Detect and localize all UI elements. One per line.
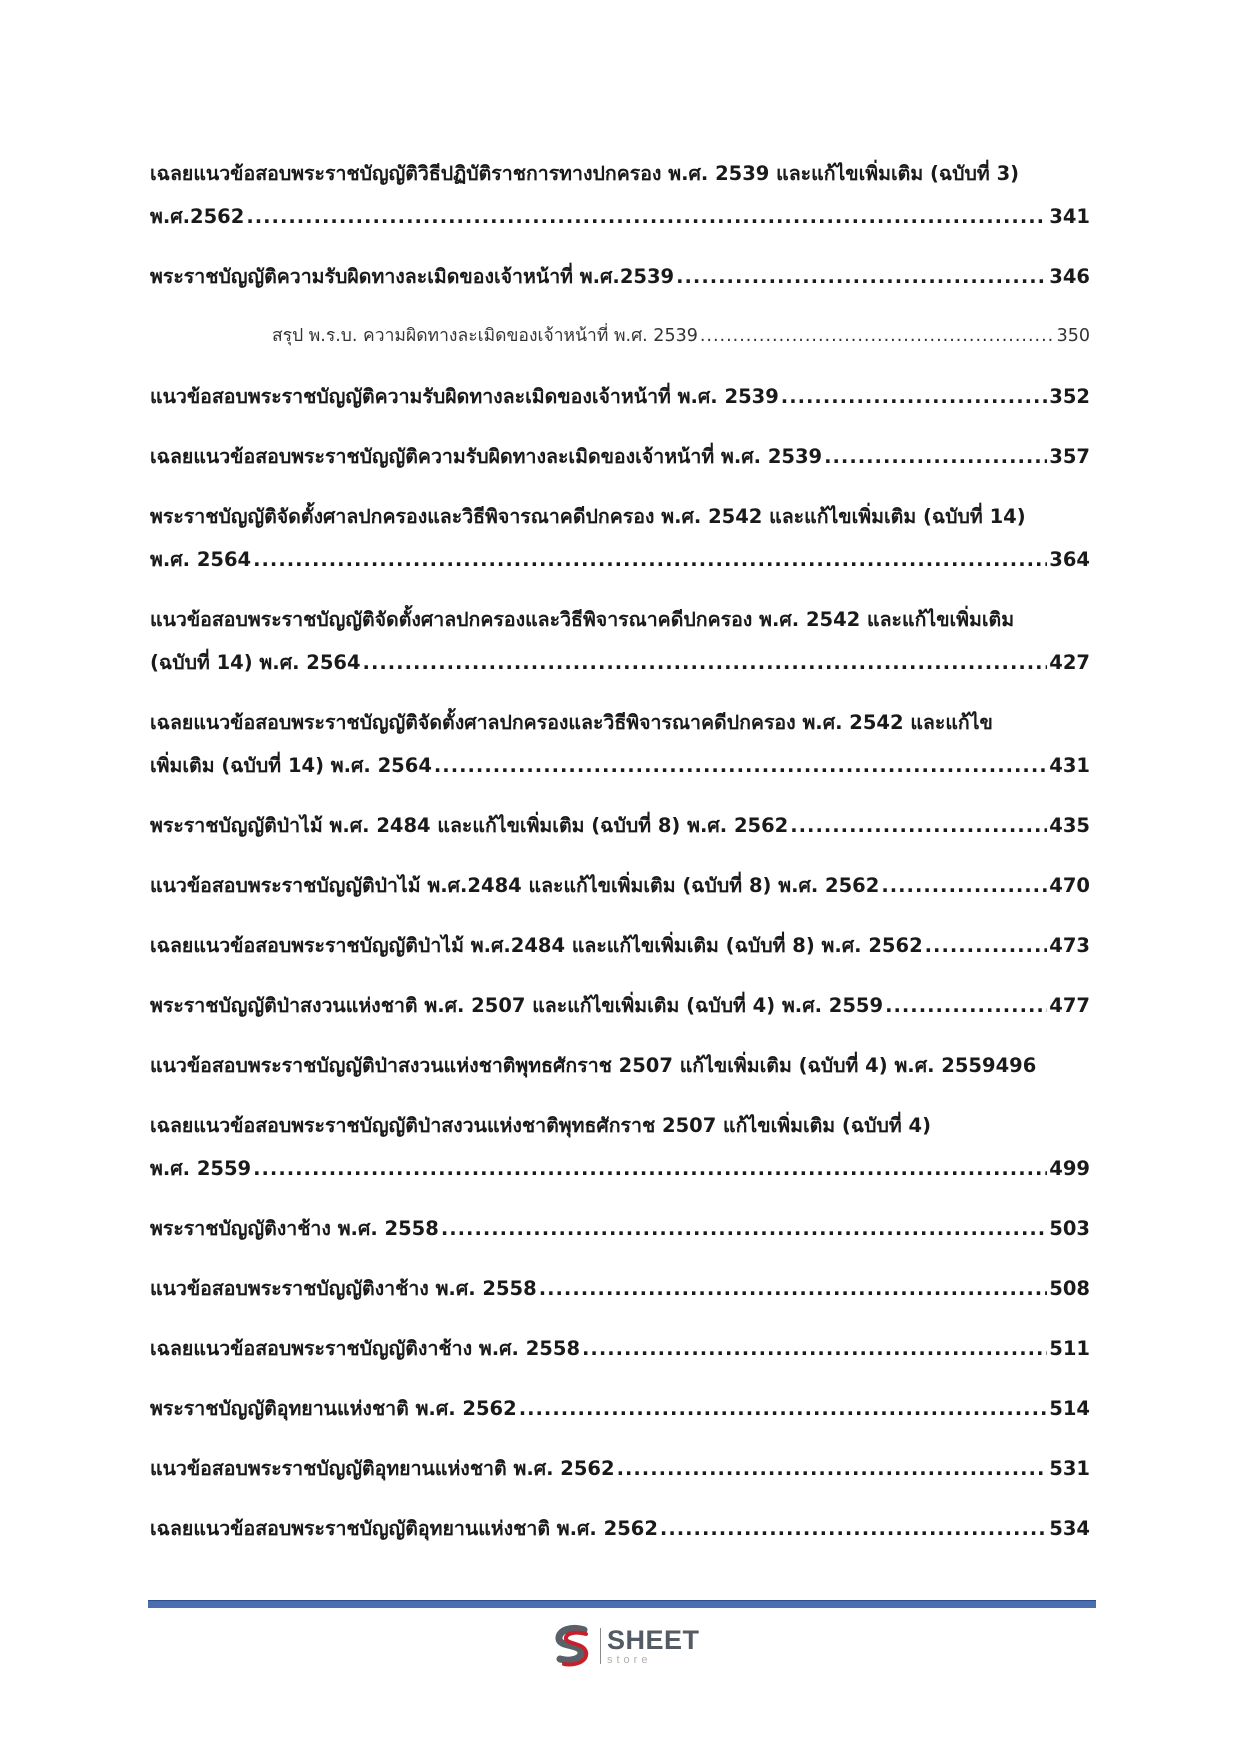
dot-leader xyxy=(781,375,1048,418)
toc-entry-title: เฉลยแนวข้อสอบพระราชบัญญัติจัดตั้งศาลปกครองและวิธีพิจารณาคดีปกครอง พ.ศ. 2542 และแก้ไข xyxy=(150,711,993,734)
toc-entry-title: พระราชบัญญัติงาช้าง พ.ศ. 2558 xyxy=(150,1217,439,1240)
table-of-contents xyxy=(150,152,1090,1567)
toc-entry[interactable] xyxy=(150,1044,1090,1087)
dot-leader xyxy=(660,1507,1047,1550)
toc-entry[interactable] xyxy=(150,701,1090,787)
toc-page-number: 503 xyxy=(1049,1217,1090,1240)
toc-entry[interactable] xyxy=(150,375,1090,418)
toc-entry[interactable] xyxy=(150,1104,1090,1190)
toc-entry-title: เฉลยแนวข้อสอบพระราชบัญญัติความรับผิดทางละเมิดของเจ้าหน้าที่ พ.ศ. 2539 xyxy=(150,445,823,468)
logo-wordmark: SHEET xyxy=(607,1624,700,1655)
dot-leader xyxy=(790,804,1047,847)
toc-entry-title: พระราชบัญญัติความรับผิดทางละเมิดของเจ้าหน้าที่ พ.ศ.2539 xyxy=(150,265,675,288)
toc-page-number: 534 xyxy=(1049,1517,1090,1540)
dot-leader xyxy=(539,1267,1048,1310)
toc-entry-title: แนวข้อสอบพระราชบัญญัติป่าสงวนแห่งชาติพุทธศักราช 2507 แก้ไขเพิ่มเติม (ฉบับที่ 4) พ.ศ. 2559496 xyxy=(150,1054,1037,1077)
toc-entry[interactable] xyxy=(150,435,1090,478)
sheet-store-logo xyxy=(550,1620,710,1672)
toc-subentry[interactable] xyxy=(150,315,1090,358)
toc-page-number: 352 xyxy=(1049,385,1090,408)
toc-page-number: 435 xyxy=(1049,814,1090,837)
toc-page-number: 431 xyxy=(1049,754,1090,777)
toc-page-number: 427 xyxy=(1049,651,1090,674)
dot-leader xyxy=(582,1327,1047,1370)
toc-entry-title-continued: พ.ศ.2562 xyxy=(150,205,245,228)
toc-page-number: 350 xyxy=(1056,326,1090,346)
dot-leader xyxy=(434,744,1047,787)
toc-page-number: 364 xyxy=(1049,548,1090,571)
toc-page-number: 346 xyxy=(1049,265,1090,288)
toc-entry-title: พระราชบัญญัติป่าสงวนแห่งชาติ พ.ศ. 2507 และแก้ไขเพิ่มเติม (ฉบับที่ 4) พ.ศ. 2559 xyxy=(150,994,884,1017)
toc-entry[interactable] xyxy=(150,1447,1090,1490)
dot-leader xyxy=(253,538,1047,581)
toc-entry-title: เฉลยแนวข้อสอบพระราชบัญญัติอุทยานแห่งชาติ พ.ศ. 2562 xyxy=(150,1517,658,1540)
dot-leader xyxy=(700,315,1055,358)
dot-leader xyxy=(881,864,1047,907)
toc-entry-title: แนวข้อสอบพระราชบัญญัติความรับผิดทางละเมิดของเจ้าหน้าที่ พ.ศ. 2539 xyxy=(150,385,779,408)
toc-page-number: 477 xyxy=(1049,994,1090,1017)
toc-entry[interactable] xyxy=(150,924,1090,967)
toc-entry[interactable] xyxy=(150,864,1090,907)
toc-entry-title: สรุป พ.ร.บ. ความผิดทางละเมิดของเจ้าหน้าที่ พ.ศ. 2539 xyxy=(272,326,698,346)
logo-divider xyxy=(600,1628,601,1664)
toc-entry-title: เฉลยแนวข้อสอบพระราชบัญญัติป่าไม้ พ.ศ.2484 และแก้ไขเพิ่มเติม (ฉบับที่ 8) พ.ศ. 2562 xyxy=(150,934,923,957)
toc-entry-title: เฉลยแนวข้อสอบพระราชบัญญัติป่าสงวนแห่งชาติพุทธศักราช 2507 แก้ไขเพิ่มเติม (ฉบับที่ 4) xyxy=(150,1114,931,1137)
toc-page-number: 341 xyxy=(1049,205,1090,228)
toc-entry-title: แนวข้อสอบพระราชบัญญัติอุทยานแห่งชาติ พ.ศ. 2562 xyxy=(150,1457,615,1480)
dot-leader xyxy=(885,984,1047,1027)
toc-entry-title: พระราชบัญญัติป่าไม้ พ.ศ. 2484 และแก้ไขเพิ่มเติม (ฉบับที่ 8) พ.ศ. 2562 xyxy=(150,814,789,837)
toc-entry[interactable] xyxy=(150,152,1090,238)
toc-page-number: 473 xyxy=(1049,934,1090,957)
toc-entry[interactable] xyxy=(150,1207,1090,1250)
toc-page-number: 531 xyxy=(1049,1457,1090,1480)
toc-entry-title: แนวข้อสอบพระราชบัญญัติป่าไม้ พ.ศ.2484 และแก้ไขเพิ่มเติม (ฉบับที่ 8) พ.ศ. 2562 xyxy=(150,874,880,897)
toc-entry-title: แนวข้อสอบพระราชบัญญัติจัดตั้งศาลปกครองและวิธีพิจารณาคดีปกครอง พ.ศ. 2542 และแก้ไขเพิ่มเติม xyxy=(150,608,1015,631)
toc-entry[interactable] xyxy=(150,1507,1090,1550)
dot-leader xyxy=(246,195,1047,238)
dot-leader xyxy=(676,255,1047,298)
toc-entry[interactable] xyxy=(150,1267,1090,1310)
sheet-store-s-icon xyxy=(550,1622,596,1670)
dot-leader xyxy=(925,924,1048,967)
logo-subtext: store xyxy=(607,1653,652,1666)
dot-leader xyxy=(441,1207,1047,1250)
toc-entry-title-continued: พ.ศ. 2559 xyxy=(150,1157,252,1180)
toc-entry-title: พระราชบัญญัติอุทยานแห่งชาติ พ.ศ. 2562 xyxy=(150,1397,517,1420)
toc-entry-title-continued: (ฉบับที่ 14) พ.ศ. 2564 xyxy=(150,651,361,674)
toc-entry[interactable] xyxy=(150,598,1090,684)
toc-entry[interactable] xyxy=(150,804,1090,847)
toc-entry[interactable] xyxy=(150,255,1090,298)
footer-rule xyxy=(148,1600,1096,1608)
dot-leader xyxy=(617,1447,1048,1490)
toc-page-number: 511 xyxy=(1049,1337,1090,1360)
toc-page-number: 499 xyxy=(1049,1157,1090,1180)
toc-entry[interactable] xyxy=(150,1327,1090,1370)
toc-page-number: 508 xyxy=(1049,1277,1090,1300)
dot-leader xyxy=(519,1387,1048,1430)
toc-entry-title-continued: พ.ศ. 2564 xyxy=(150,548,252,571)
toc-entry[interactable] xyxy=(150,1387,1090,1430)
toc-entry-title: แนวข้อสอบพระราชบัญญัติงาช้าง พ.ศ. 2558 xyxy=(150,1277,537,1300)
toc-entry[interactable] xyxy=(150,495,1090,581)
toc-entry-title: เฉลยแนวข้อสอบพระราชบัญญัติงาช้าง พ.ศ. 2558 xyxy=(150,1337,581,1360)
toc-entry-title-continued: เพิ่มเติม (ฉบับที่ 14) พ.ศ. 2564 xyxy=(150,754,432,777)
toc-page-number: 357 xyxy=(1049,445,1090,468)
toc-page-number: 514 xyxy=(1049,1397,1090,1420)
dot-leader xyxy=(253,1147,1047,1190)
toc-entry-title: พระราชบัญญัติจัดตั้งศาลปกครองและวิธีพิจารณาคดีปกครอง พ.ศ. 2542 และแก้ไขเพิ่มเติม (ฉบับที่ 14) xyxy=(150,505,1026,528)
toc-entry[interactable] xyxy=(150,984,1090,1027)
toc-entry-title: เฉลยแนวข้อสอบพระราชบัญญัติวิธีปฏิบัติราชการทางปกครอง พ.ศ. 2539 และแก้ไขเพิ่มเติม (ฉบับที่ 3) xyxy=(150,162,1020,185)
dot-leader xyxy=(824,435,1047,478)
dot-leader xyxy=(363,641,1048,684)
toc-page-number: 470 xyxy=(1049,874,1090,897)
